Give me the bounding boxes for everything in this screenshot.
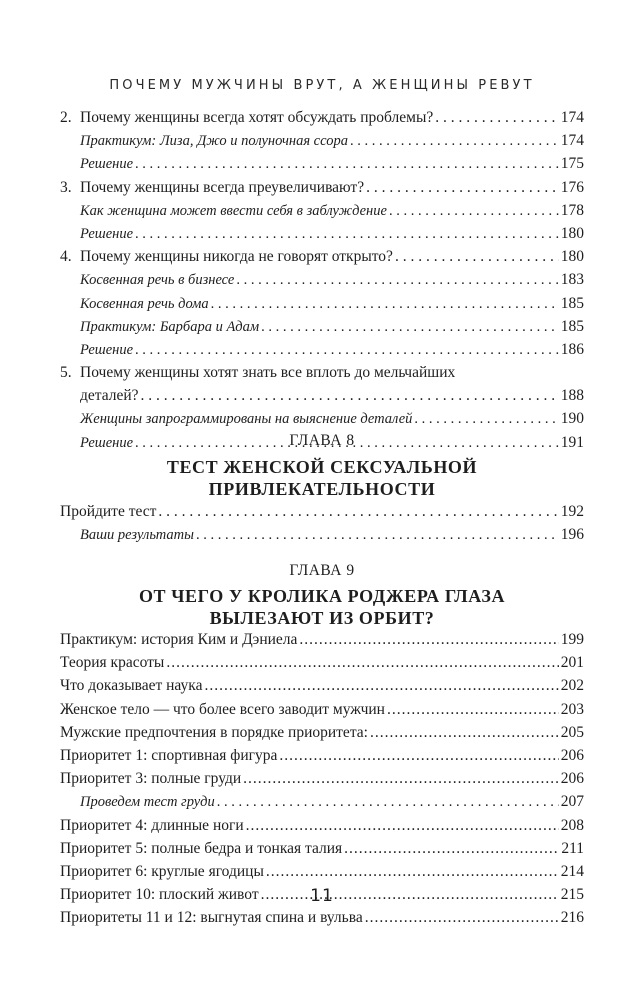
- toc-subentry: [60, 222, 584, 245]
- toc-entry-page: 211: [561, 839, 584, 857]
- toc-entry-title: Приоритеты 11 и 12: выгнутая спина и вульва: [60, 909, 363, 927]
- toc-entry-page: 185: [560, 294, 584, 312]
- dot-leader: [266, 860, 559, 883]
- chapter-9-title-line2: ВЫЛЕЗАЮТ ИЗ ОРБИТ?: [209, 608, 435, 628]
- toc-entry-page: 186: [560, 340, 584, 358]
- dot-leader: [350, 130, 559, 153]
- toc-subentry: [60, 523, 584, 546]
- dot-leader: [166, 651, 558, 674]
- toc-entry-page: 199: [560, 631, 584, 648]
- toc-entry: [60, 176, 584, 199]
- dot-leader: [299, 628, 558, 651]
- toc-entry-page: 206: [560, 770, 584, 788]
- toc-subentry-title: Женщины запрограммированы на выяснение деталей: [80, 411, 413, 428]
- toc-block-chapter9: [60, 628, 584, 929]
- toc-entry-title-continued: деталей?: [80, 387, 139, 405]
- dot-leader: [204, 674, 558, 697]
- chapter-9-label: ГЛАВА 9: [289, 562, 355, 579]
- toc-entry-page: 208: [560, 816, 584, 834]
- toc-entry-page: 174: [560, 132, 584, 150]
- toc-subentry: [60, 338, 584, 361]
- toc-entry-5-line1: [60, 361, 584, 384]
- toc-subentry-title: Решение: [80, 156, 134, 173]
- chapter-8-label: ГЛАВА 8: [289, 432, 355, 449]
- toc-entry-number: 3.: [60, 178, 72, 196]
- toc-entry-title: Приоритет 4: длинные ноги: [60, 816, 244, 834]
- toc-entry-page: 190: [560, 410, 584, 428]
- toc-subentry: [60, 292, 584, 315]
- toc-entry: [60, 500, 584, 523]
- toc-entry: [60, 245, 584, 268]
- toc-entry-title: Приоритет 6: круглые ягодицы: [60, 862, 264, 880]
- running-head: ПОЧЕМУ МУЖЧИНЫ ВРУТ, А ЖЕНЩИНЫ РЕВУТ: [109, 78, 535, 93]
- dot-leader: [211, 293, 559, 316]
- toc-entry: [60, 744, 584, 767]
- chapter-8-title-line1: ТЕСТ ЖЕНСКОЙ СЕКСУАЛЬНОЙ: [166, 457, 478, 477]
- toc-entry-title: Почему женщины никогда не говорят открыто?: [80, 248, 393, 266]
- toc-entry-number: 2.: [60, 109, 72, 126]
- toc-entry: [60, 698, 584, 721]
- toc-subentry-title: Как женщина может ввести себя в заблуждение: [80, 202, 387, 219]
- toc-entry-page: 191: [560, 433, 584, 451]
- toc-subentry: [60, 268, 584, 291]
- toc-entry-title: Мужские предпочтения в порядке приоритета:: [60, 723, 368, 741]
- toc-entry-page: 175: [560, 155, 584, 173]
- toc-subentry: [60, 152, 584, 175]
- dot-leader: [135, 153, 559, 176]
- toc-entry-title: Почему женщины всегда хотят обсуждать проблемы?: [80, 109, 434, 126]
- toc-entry: [60, 651, 584, 674]
- toc-entry-page: 183: [560, 271, 584, 289]
- toc-entry-page: 192: [560, 503, 584, 520]
- dot-leader: [243, 767, 559, 790]
- toc-entry-number: 4.: [60, 248, 72, 266]
- toc-entry-page: 203: [560, 700, 584, 718]
- toc-entry-5-line2: [60, 384, 584, 407]
- dot-leader: [141, 384, 559, 407]
- toc-subentry-title: Проведем тест груди: [80, 794, 215, 811]
- toc-entry-page: 196: [560, 526, 584, 544]
- toc-entry: [60, 106, 584, 129]
- toc-entry: [60, 814, 584, 837]
- toc-entry-number: 5.: [60, 364, 72, 382]
- toc-entry-title: Практикум: история Ким и Дэниела: [60, 631, 298, 648]
- toc-entry-page: 176: [560, 178, 584, 196]
- toc-entry-page: 178: [560, 201, 584, 219]
- dot-leader: [389, 200, 559, 223]
- dot-leader: [414, 408, 558, 431]
- chapter-8-title-line2: ПРИВЛЕКАТЕЛЬНОСТИ: [208, 479, 436, 499]
- toc-block-chapter7: [60, 106, 584, 454]
- chapter-9-title-line1: ОТ ЧЕГО У КРОЛИКА РОДЖЕРА ГЛАЗА: [138, 586, 506, 606]
- toc-subentry-title: Ваши результаты: [80, 527, 194, 544]
- toc-entry-page: 206: [560, 746, 584, 764]
- dot-leader: [135, 223, 559, 246]
- dot-leader: [246, 814, 559, 837]
- toc-entry-page: 214: [560, 862, 584, 880]
- toc-subentry: [60, 407, 584, 430]
- toc-entry-page: 185: [560, 317, 584, 335]
- toc-entry-page: 207: [560, 793, 584, 811]
- toc-entry-title: Приоритет 5: полные бедра и тонкая талия: [60, 839, 343, 857]
- toc-entry-title: Почему женщины хотят знать все вплоть до мельчайших: [80, 364, 456, 382]
- dot-leader: [279, 744, 558, 767]
- toc-subentry-title: Косвенная речь дома: [80, 295, 209, 312]
- toc-entry-title: Женское тело — что более всего заводит мужчин: [60, 700, 385, 718]
- toc-subentry: [60, 790, 584, 813]
- toc-entry-title: Почему женщины всегда преувеличивают?: [80, 178, 365, 196]
- toc-entry-title: Что доказывает наука: [60, 677, 203, 695]
- toc-entry: [60, 767, 584, 790]
- dot-leader: [395, 245, 559, 268]
- toc-subentry-title: Решение: [80, 434, 134, 451]
- toc-subentry: [60, 315, 584, 338]
- toc-subentry: [60, 129, 584, 152]
- dot-leader: [236, 269, 558, 292]
- dot-leader: [370, 721, 559, 744]
- toc-entry-page: 215: [560, 886, 584, 904]
- toc-entry: [60, 628, 584, 651]
- toc-entry-page: 188: [560, 387, 584, 405]
- toc-entry-title: Приоритет 10: плоский живот: [60, 886, 259, 904]
- toc-subentry: [60, 199, 584, 222]
- dot-leader: [387, 698, 559, 721]
- toc-entry-page: 202: [560, 677, 584, 695]
- toc-entry-title: Пройдите тест: [60, 503, 157, 520]
- toc-entry-page: 174: [560, 109, 584, 126]
- toc-subentry-title: Практикум: Лиза, Джо и полуночная ссора: [80, 133, 348, 150]
- toc-entry-page: 216: [560, 909, 584, 927]
- toc-entry-title: Приоритет 3: полные груди: [60, 770, 242, 788]
- toc-entry-page: 180: [560, 248, 584, 266]
- toc-subentry-title: Решение: [80, 341, 134, 358]
- dot-leader: [135, 339, 559, 362]
- toc-entry-page: 180: [560, 224, 584, 242]
- toc-subentry-title: Решение: [80, 225, 134, 242]
- toc-subentry-title: Косвенная речь в бизнесе: [80, 272, 235, 289]
- toc-entry: [60, 721, 584, 744]
- toc-entry-title: Теория красоты: [60, 654, 165, 672]
- dot-leader: [435, 106, 558, 129]
- dot-leader: [217, 791, 559, 814]
- dot-leader: [366, 176, 559, 199]
- toc-entry: [60, 837, 584, 860]
- toc-entry: [60, 906, 584, 929]
- toc-subentry-title: Практикум: Барбара и Адам: [80, 318, 260, 335]
- dot-leader: [196, 524, 559, 547]
- page-number: 11: [310, 886, 334, 906]
- dot-leader: [344, 837, 559, 860]
- dot-leader: [261, 316, 559, 339]
- dot-leader: [158, 500, 558, 523]
- dot-leader: [365, 906, 559, 929]
- toc-block-chapter8: [60, 500, 584, 546]
- toc-entry: [60, 674, 584, 697]
- toc-entry-page: 201: [560, 654, 584, 672]
- toc-entry: [60, 860, 584, 883]
- toc-entry-title: Приоритет 1: спортивная фигура: [60, 746, 278, 764]
- toc-entry-page: 205: [560, 723, 584, 741]
